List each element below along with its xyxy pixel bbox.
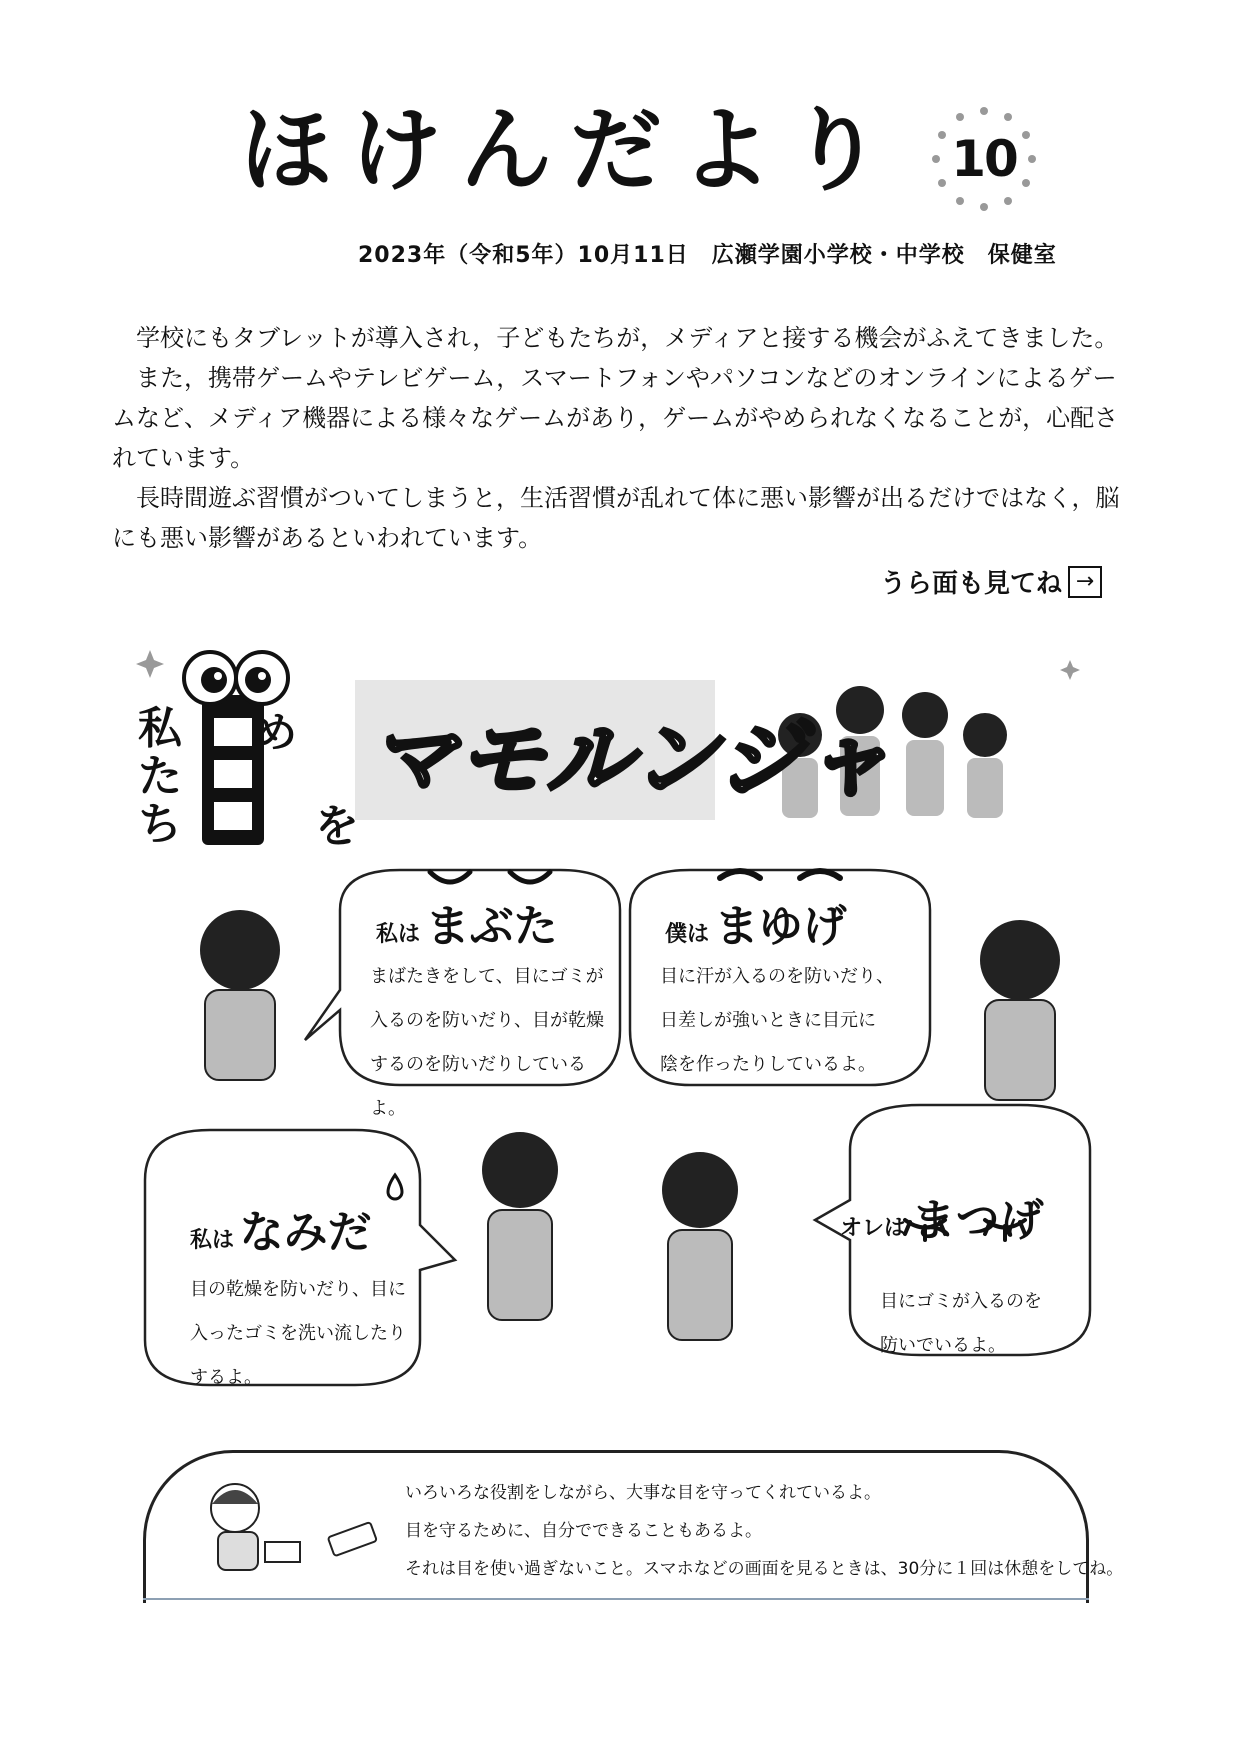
bubble-title-mayuge — [665, 890, 847, 954]
arrow-right-icon: → — [1068, 566, 1102, 598]
bubble-title-mabuta — [376, 890, 558, 954]
banner-title: マモルンジャ — [370, 710, 892, 810]
footer-text — [405, 1474, 1124, 1588]
bubble-speaker: 私は — [190, 1228, 235, 1253]
bubble-text-mayuge — [660, 955, 920, 1087]
bubble-line: 入るのを防いだり、目が乾燥 — [370, 1010, 604, 1031]
footer-line: それは目を使い過ぎないこと。スマホなどの画面を見るときは、30分に１回は休憩をしてね。 — [405, 1559, 1124, 1579]
bubble-speaker: 私は — [376, 922, 421, 947]
bubble-part: まつげ — [911, 1195, 1044, 1246]
intro-text — [112, 318, 1132, 558]
bubble-line: 入ったゴミを洗い流したり — [190, 1323, 406, 1344]
see-back-note — [880, 563, 1102, 600]
bubble-part: なみだ — [239, 1207, 372, 1258]
bubble-line: 目にゴミが入るのを — [880, 1291, 1042, 1312]
bubble-text-matsuge — [880, 1280, 1090, 1368]
bubble-line: するよ。 — [190, 1367, 262, 1388]
footer-line: 目を守るために、自分でできることもあるよ。 — [405, 1521, 762, 1541]
bubble-part: まぶた — [425, 901, 558, 952]
bubble-line: 日差しが強いときに目元に — [660, 1010, 876, 1031]
banner-watashitachi: 私たち — [138, 703, 182, 850]
bubble-line: するのを防いだりしているよ。 — [370, 1054, 586, 1119]
resting-child-icon — [190, 1470, 390, 1580]
see-back-label: うら面も見てね — [880, 569, 1063, 599]
banner-me-ruby: め — [255, 708, 298, 757]
bubble-text-namida — [190, 1268, 410, 1400]
bubble-speaker: 僕は — [665, 922, 710, 947]
bubble-line: 防いでいるよ。 — [880, 1335, 1006, 1356]
bubble-part: まゆげ — [714, 901, 847, 952]
bubble-line: 目の乾燥を防いだり、目に — [190, 1279, 406, 1300]
bubble-speaker: オレは — [840, 1216, 907, 1241]
newsletter-title: ほけんだより — [240, 97, 901, 204]
footer-line: いろいろな役割をしながら、大事な目を守ってくれているよ。 — [405, 1483, 881, 1503]
bubble-text-mabuta — [370, 955, 610, 1131]
intro-paragraph: 学校にもタブレットが導入され，子どもたちが，メディアと接する機会がふえてきました。 — [136, 324, 1119, 352]
issue-number: 10 — [951, 130, 1017, 188]
bubble-line: 陰を作ったりしているよ。 — [660, 1054, 876, 1075]
banner-wo: を — [315, 801, 359, 852]
bubble-title-matsuge — [840, 1184, 1044, 1248]
bubble-line: 目に汗が入るのを防いだり、 — [660, 966, 894, 987]
footer-divider — [143, 1598, 1089, 1600]
bubble-title-namida — [190, 1196, 372, 1260]
intro-paragraph: 長時間遊ぶ習慣がついてしまうと，生活習慣が乱れて体に悪い影響が出るだけではなく，脳にも悪い影響があるといわれています。 — [112, 484, 1120, 552]
bubble-line: まばたきをして、目にゴミが — [370, 966, 604, 987]
dateline: 2023年（令和5年）10月11日 広瀬学園小学校・中学校 保健室 — [358, 243, 1057, 268]
intro-paragraph: また，携帯ゲームやテレビゲーム，スマートフォンやパソコンなどのオンラインによるゲームなど、メディア機器による様々なゲームがあり，ゲームがやめられなくなることが，心配されています。 — [112, 364, 1119, 472]
